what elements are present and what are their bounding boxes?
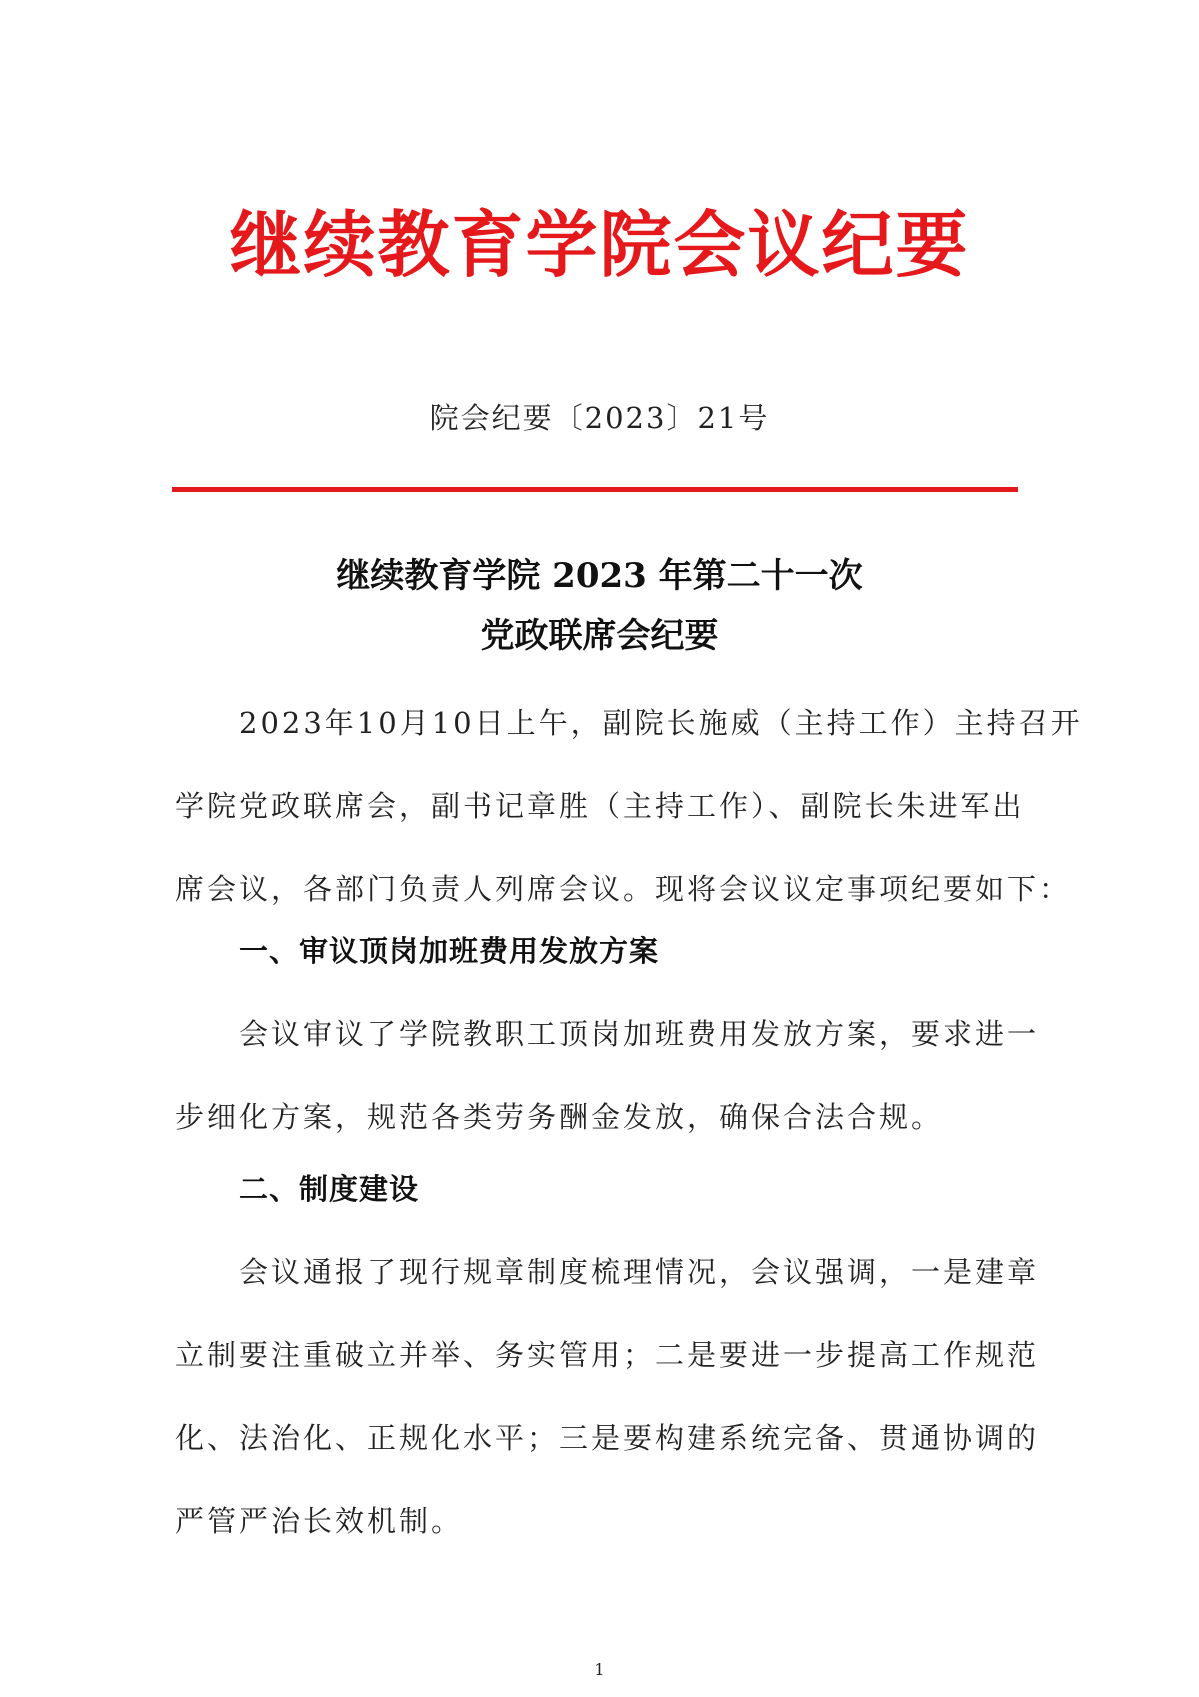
section-1-heading-block bbox=[175, 910, 1035, 993]
section-2-line-1: 会议通报了现行规章制度梳理情况，会议强调，一是建章 bbox=[239, 1255, 1040, 1289]
masthead-title: 继续教育学院会议纪要 bbox=[229, 203, 970, 287]
document-number: 院会纪要〔2023〕21号 bbox=[429, 401, 770, 435]
page-number: 1 bbox=[594, 1660, 605, 1679]
section-2-paragraph bbox=[175, 1231, 1040, 1563]
intro-line-1: 2023年10月10日上午，副院长施威（主持工作）主持召开 bbox=[239, 706, 1083, 740]
intro-line-3: 席会议，各部门负责人列席会议。现将会议议定事项纪要如下： bbox=[175, 872, 1072, 906]
section-2-heading: 二、制度建设 bbox=[239, 1172, 420, 1206]
section-1-line-2: 步细化方案，规范各类劳务酬金发放，确保合法合规。 bbox=[175, 1100, 944, 1134]
section-1-line-1: 会议审议了学院教职工顶岗加班费用发放方案，要求进一 bbox=[239, 1017, 1040, 1051]
document-title bbox=[0, 546, 1199, 666]
section-2-line-4: 严管严治长效机制。 bbox=[175, 1504, 464, 1538]
intro-paragraph bbox=[175, 682, 1083, 931]
section-2-line-2: 立制要注重破立并举、务实管用；二是要进一步提高工作规范 bbox=[175, 1338, 1040, 1372]
document-title-line-2: 党政联席会纪要 bbox=[480, 616, 719, 656]
intro-line-2: 学院党政联席会，副书记章胜（主持工作）、副院长朱进军出 bbox=[175, 789, 1025, 823]
section-2-heading-block bbox=[175, 1148, 1035, 1231]
section-1-heading: 一、审议顶岗加班费用发放方案 bbox=[239, 934, 660, 968]
red-separator-rule bbox=[172, 487, 1018, 492]
section-2-line-3: 化、法治化、正规化水平；三是要构建系统完备、贯通协调的 bbox=[175, 1421, 1040, 1455]
document-title-line-1: 继续教育学院 2023 年第二十一次 bbox=[336, 556, 863, 596]
section-1-paragraph bbox=[175, 993, 1040, 1159]
